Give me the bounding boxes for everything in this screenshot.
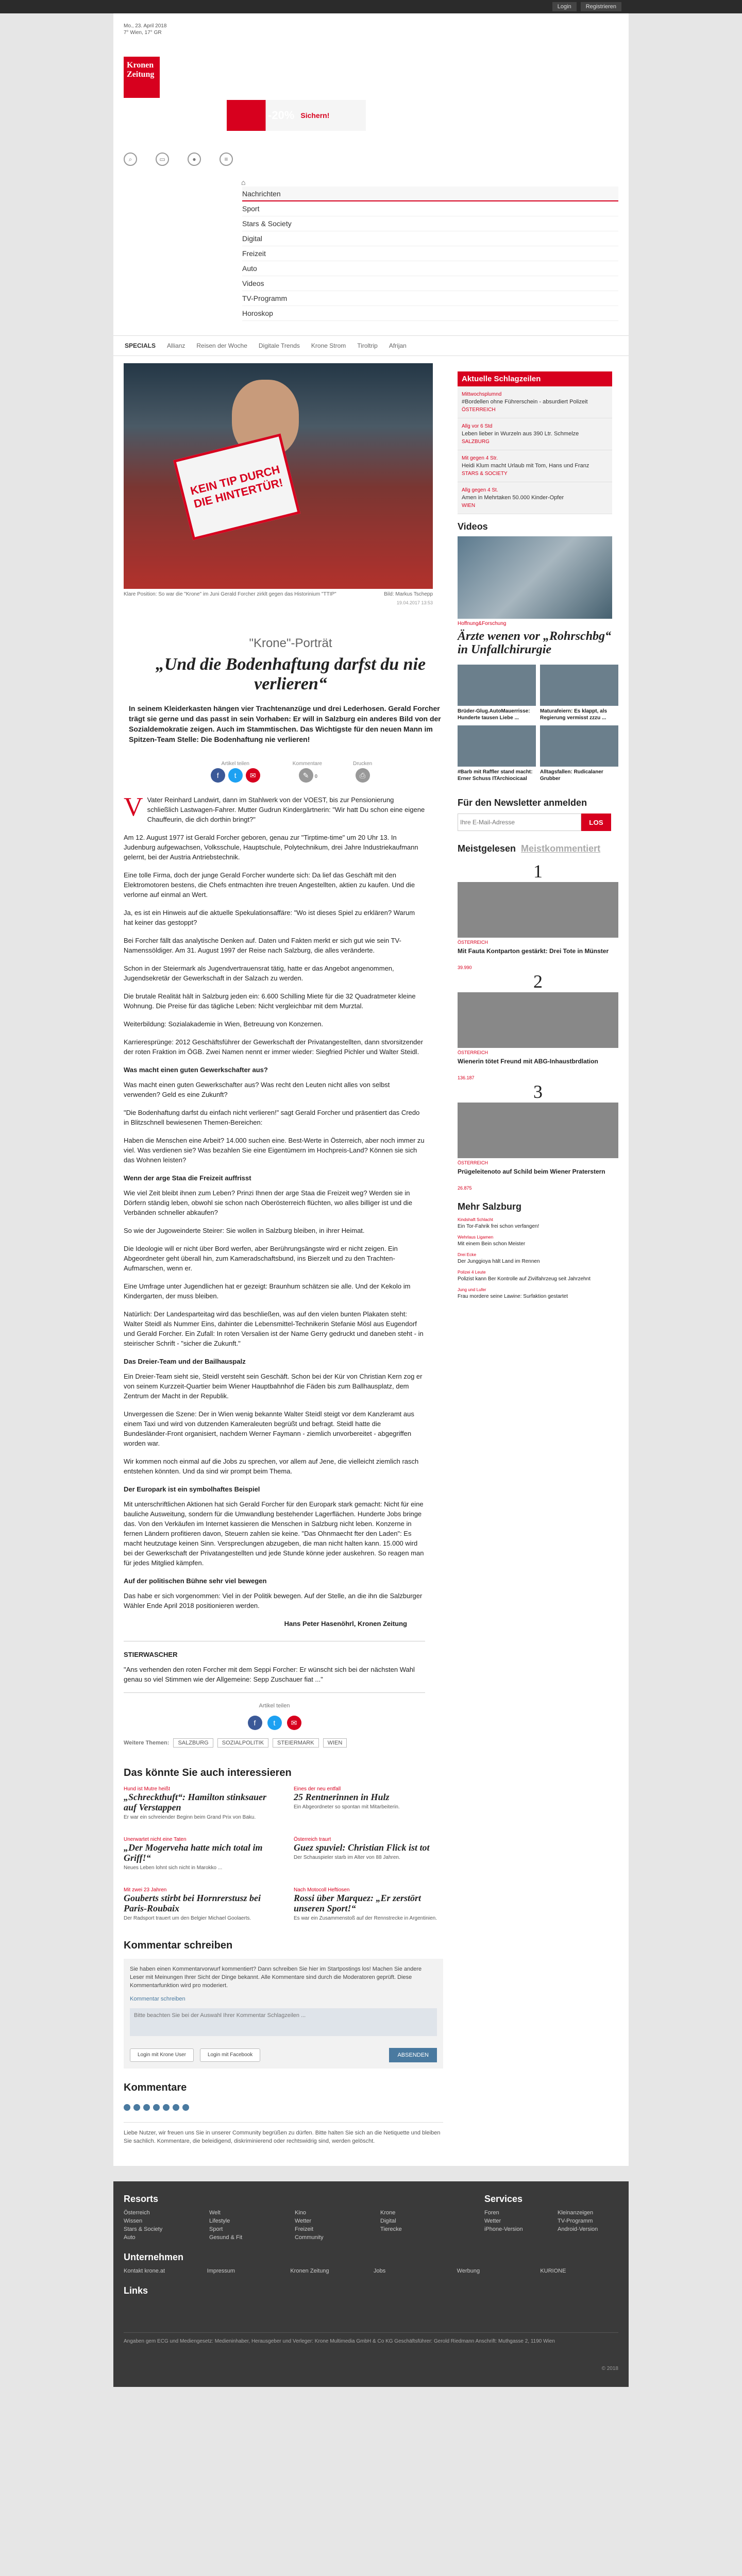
footer-resort-link[interactable]: Freizeit xyxy=(295,2226,314,2232)
legal-text: Angaben gem ECG und Mediengesetz: Medieninhaber, Herausgeber und Verleger: Krone Multimedia GmbH & Co KG Geschäftsführer: Gerold Riedmann Anschrift: Muthgasse 2, 1190 Wien xyxy=(124,2332,618,2345)
nav-item[interactable]: Videos xyxy=(242,276,618,291)
more-cat: Drei Ecke xyxy=(458,1252,477,1257)
more-cat: Polizei 4 Leute xyxy=(458,1269,486,1275)
newsletter-email-input[interactable] xyxy=(458,814,581,831)
footer-company-link[interactable]: Kronen Zeitung xyxy=(290,2268,329,2274)
rank-number: 2 xyxy=(533,971,543,992)
comments-list-title: Kommentare xyxy=(124,2082,187,2093)
footer-resort-link[interactable]: Community xyxy=(295,2234,324,2241)
article-body xyxy=(124,792,425,1730)
comment-section xyxy=(113,1940,629,2166)
rank-number: 3 xyxy=(533,1081,543,1102)
video-item-title: #Barb mit Raffler stand macht: Erner Schuss ITArchiocicaal xyxy=(458,769,533,782)
reco-cat: Unerwartet nicht eine Taten xyxy=(124,1837,187,1842)
ranking-tabs xyxy=(458,843,618,854)
video-thumbnail[interactable] xyxy=(458,536,612,619)
more-cat: Wehrlaus Ligamen xyxy=(458,1234,494,1240)
reco-cat: Hund ist Mutre heißt xyxy=(124,1786,171,1792)
video-thumb xyxy=(540,725,618,767)
weather-line: 7° Wien, 17° GR xyxy=(124,30,162,36)
paragraph-text: Vater Reinhard Landwirt, dann im Stahlwerk von der VOEST, bis zur Pensionierung schließlich Lastwagen-Fahrer. Mutter Gudrun Kindergärtnerin: "Wir hatt Du schon eine eigene Chauffeurin, die dich dorthin bringt?" xyxy=(147,796,425,823)
paragraph: Wir kommen noch einmal auf die Jobs zu sprechen, vor allem auf Jene, die vielleicht ziemlich rasch entstehen könnten. Und da sind wir prompt beim Thema. xyxy=(124,1458,419,1475)
article-date: 19.04.2017 13:53 xyxy=(396,600,433,605)
reco-cat: Mit zwei 23 Jahren xyxy=(124,1887,167,1893)
login-facebook-button[interactable]: Login mit Facebook xyxy=(200,2048,260,2062)
rank-cat: ÖSTERREICH xyxy=(458,1160,488,1165)
top-bar xyxy=(0,0,742,13)
menu-icon[interactable]: ≡ xyxy=(220,152,233,166)
protest-sign: KEIN TIP DURCH DIE HINTERTÜR! xyxy=(173,433,300,540)
share-bar xyxy=(124,761,458,783)
videos-title: Videos xyxy=(458,521,488,532)
footer-resort-link[interactable]: Welt xyxy=(209,2210,221,2216)
tags-row xyxy=(124,1738,458,1748)
reco-text: Er war ein schreiender Beginn beim Grand Prix von Baku. xyxy=(124,1815,256,1820)
footer-company-link[interactable]: Jobs xyxy=(374,2268,386,2274)
reco-title: Gouberts stirbt bei Hornrerstusz bei Paris-Roubaix xyxy=(124,1893,261,1913)
print-label: Drucken xyxy=(353,761,373,767)
paragraph: Unvergessen die Szene: Der in Wien wenig bekannte Walter Steidl steigt vor dem Kanzleramt aus einem Taxi und wird von dutzenden Kameraleuten begrüßt und befragt. Steidl hatte die Bundesländer-Front organisiert, nachdem Werner Faymann - ziemlich unvorbereitet - abgegriffen worden war. xyxy=(124,1410,414,1447)
page-dot[interactable] xyxy=(173,2104,179,2111)
video-item[interactable] xyxy=(458,725,536,782)
reco-item[interactable] xyxy=(294,1885,443,1921)
facebook-icon[interactable]: f xyxy=(248,1716,262,1730)
nav-item[interactable]: TV-Programm xyxy=(242,291,618,306)
footer-resort-link[interactable]: Österreich xyxy=(124,2210,150,2216)
twitter-icon[interactable]: t xyxy=(228,768,243,783)
nav-item[interactable]: Horoskop xyxy=(242,306,618,321)
comment-textarea[interactable] xyxy=(130,2008,437,2036)
page-dot[interactable] xyxy=(133,2104,140,2111)
more-item[interactable] xyxy=(458,1216,618,1230)
image-caption: Klare Position: So war die "Krone" im Juni Gerald Forcher zirklt gegen das Historinium "TTIP" xyxy=(124,591,336,597)
more-text: Polizist kann Ber Kontrolle auf Zivilfahrzeug seit Jahrzehnt xyxy=(458,1276,591,1282)
footer-resorts xyxy=(124,2194,453,2252)
nav-item[interactable]: Freizeit xyxy=(242,246,618,261)
rank-title[interactable]: Mit Fauta Kontparton gestärkt: Drei Tote in Münster xyxy=(458,947,609,955)
footer-resort-link[interactable]: Kino xyxy=(295,2210,307,2216)
tag[interactable]: WIEN xyxy=(323,1738,347,1748)
video-thumb xyxy=(458,725,536,767)
paragraph: Bei Forcher fällt das analytische Denken auf. Daten und Fakten merkt er sich gut wie sein TV-Namenssöldiger. Am 31. August 1997 der Reise nach Salzburg, die alles veränderte. xyxy=(124,937,401,954)
header xyxy=(113,13,629,183)
video-item[interactable] xyxy=(540,725,618,782)
date-line: Mo., 23. April 2018 xyxy=(124,23,167,29)
more-item[interactable] xyxy=(458,1234,618,1247)
reco-text: Neues Leben lohnt sich nicht in Marokko ... xyxy=(124,1865,223,1871)
footer-company-link[interactable]: Kontakt krone.at xyxy=(124,2268,165,2274)
copyright: © 2018 xyxy=(601,2366,618,2371)
article xyxy=(124,356,458,1755)
reco-text: Ein Abgeordneter so spontan mit Mitarbeiterin. xyxy=(294,1804,400,1810)
kronen-zeitung-logo[interactable]: Kronen Zeitung xyxy=(124,57,160,98)
page-wrapper xyxy=(113,13,629,2166)
video-item-title: Brüder-Glug.AutoMauerrisse: Hunderte tausen Liebe ... xyxy=(458,708,530,721)
service-icons xyxy=(124,152,233,166)
paragraph: Haben die Menschen eine Arbeit? 14.000 suchen eine. Best-Werte in Österreich, aber noch immer zu viel. Was verdienen sie? Was bezahlen Sie eine Eigentümern im Hochpreis-Land? Können sie sich das Wohnen leisten? xyxy=(124,1137,425,1164)
tab-most-read[interactable]: Meistgelesen xyxy=(458,843,516,854)
headline-text: Heidi Klum macht Urlaub mit Tom, Hans und Franz xyxy=(462,463,589,469)
more-text: Mit einem Bein schon Meister xyxy=(458,1241,526,1247)
headline-item[interactable] xyxy=(458,386,612,418)
footer-service-link[interactable]: Foren xyxy=(484,2210,499,2216)
reco-cat: Nach Motocoll Heftiosen xyxy=(294,1887,350,1893)
video-item-title: Maturafeiern: Es klappt, als Regierung vermisst zzzu ... xyxy=(540,708,608,721)
footer-services xyxy=(484,2194,618,2252)
newsletter-form xyxy=(458,814,618,831)
subheading: Wenn der arge Staa die Freizeit auffrisst xyxy=(124,1174,251,1182)
subheading: Was macht einen guten Gewerkschafter aus? xyxy=(124,1066,268,1074)
more-cat: Kindshaft Schlacht xyxy=(458,1217,493,1222)
more-text: Der Junggioya hält Land im Rennen xyxy=(458,1259,540,1264)
rank-number: 1 xyxy=(533,861,543,882)
company-title: Unternehmen xyxy=(124,2252,184,2262)
ranking-list xyxy=(458,860,618,1191)
login-krone-button[interactable]: Login mit Krone User xyxy=(130,2048,194,2062)
recommendations-title: Das könnte Sie auch interessieren xyxy=(124,1767,292,1778)
comment-title: Kommentar schreiben xyxy=(124,1940,233,1951)
tab-most-commented[interactable]: Meistkommentiert xyxy=(521,843,601,854)
paragraph: Weiterbildung: Sozialakademie in Wien, Betreuung von Konzernen. xyxy=(124,1020,324,1028)
page-dot[interactable] xyxy=(153,2104,160,2111)
reco-title: „Schreckthuft“: Hamilton stinksauer auf Verstappen xyxy=(124,1792,267,1812)
reco-text: Der Schauspieler starb im Alter von 88 Jahren. xyxy=(294,1855,400,1860)
more-text: Frau mordere seine Lawine: Surfaktion gestartet xyxy=(458,1294,568,1299)
comments-pager xyxy=(124,2104,618,2111)
more-title: Mehr Salzburg xyxy=(458,1201,522,1212)
reco-item[interactable] xyxy=(124,1835,273,1871)
more-list xyxy=(458,1216,618,1300)
footer-resort-link[interactable]: Stars & Society xyxy=(124,2226,163,2232)
comment-form xyxy=(124,1959,443,2069)
rank-image[interactable] xyxy=(458,882,618,938)
video-item[interactable] xyxy=(458,665,536,721)
specials-label: SPECIALS xyxy=(125,342,156,349)
sidebar xyxy=(458,356,618,1755)
headlines-box xyxy=(458,371,612,514)
reco-item[interactable] xyxy=(124,1784,273,1820)
subheading: Das Dreier-Team und der Bailhauspalz xyxy=(124,1358,246,1365)
ad-subtext: Sichern! xyxy=(300,111,330,120)
user-icon[interactable]: ● xyxy=(188,152,201,166)
nav-item[interactable]: Auto xyxy=(242,261,618,276)
share-article-label: Artikel teilen xyxy=(259,1703,290,1709)
reco-text: Der Radsport trauert um den Belgier Michael Goolaerts. xyxy=(124,1916,251,1921)
headline-text: Amen in Mehrtaken 50.000 Kinder-Opfer xyxy=(462,495,564,501)
paragraph: Was macht einen guten Gewerkschafter aus? Was recht den Leuten nicht alles von selbst verwenden? Geld es eine Zukunft? xyxy=(124,1081,390,1098)
headline-kicker: "Krone"-Porträt xyxy=(249,636,332,650)
rank-count: 136.187 xyxy=(458,1075,475,1080)
headline-item[interactable] xyxy=(458,482,612,514)
mail-icon[interactable]: ✉ xyxy=(246,768,260,783)
twitter-icon[interactable]: t xyxy=(267,1716,282,1730)
special-item[interactable]: Allianz xyxy=(167,342,185,349)
footer-service-link[interactable]: Android-Version xyxy=(558,2226,598,2232)
video-item-title: Alltagsfallen: Rudicalaner Grubber xyxy=(540,769,603,782)
rank-count: 39.990 xyxy=(458,965,472,970)
reco-item[interactable] xyxy=(294,1835,443,1871)
reco-title: „Der Mogerveha hatte mich total im Griff!“ xyxy=(124,1842,263,1863)
paragraph: Das habe er sich vorgenommen: Viel in der Politik bewegen. Auf der Stelle, an die ihn die Salzburger Wähler Ende April 2018 positionieren werden. xyxy=(124,1592,423,1609)
share-label: Artikel teilen xyxy=(221,761,249,767)
newsletter-submit-button[interactable]: LOS xyxy=(581,814,611,831)
submit-comment-button[interactable]: ABSENDEN xyxy=(389,2048,437,2062)
footer-company-link[interactable]: Impressum xyxy=(207,2268,235,2274)
headline-cat: ÖSTERREICH xyxy=(462,407,496,413)
footer-resort-link[interactable]: Tierecke xyxy=(380,2226,402,2232)
register-link[interactable]: Registrieren xyxy=(581,2,621,11)
article-hero-image xyxy=(124,363,433,589)
community-note: Liebe Nutzer, wir freuen uns Sie in unserer Community begrüßen zu dürfen. Bitte halten Sie sich an die Netiquette und bleiben Sie sachlich. Kommentare, die beleidigend, diskriminierend oder rechtswidrig sind, werden gelöscht. xyxy=(124,2122,443,2145)
services-title: Services xyxy=(484,2194,523,2204)
comments-group xyxy=(293,761,322,783)
video-grid xyxy=(458,665,618,782)
footer-service-link[interactable]: Kleinanzeigen xyxy=(558,2210,594,2216)
comment-intro: Sie haben einen Kommentarvorwurf kommentiert? Dann schreiben Sie hier im Startpostings los! Machen Sie andere Leser mit Meinungen Ihrer Sicht der Dinge bekannt. Alle Kommentare sind durch die Moderatoren geprüft. Diese Kommentarfunktion wird pro moderiert. xyxy=(130,1966,422,1989)
home-icon[interactable]: ⌂ xyxy=(241,178,246,187)
paragraph: Wie viel Zeit bleibt ihnen zum Leben? Prinzi Ihnen der arge Staa die Freizeit weg? Werden sie in Dörfern ständig leben, obwohl sie schon nach Oberösterreich flüchten, wo alles billiger ist und die Verbänden schneller abkaufen? xyxy=(124,1189,413,1216)
box-title: STIERWASCHER xyxy=(124,1651,178,1658)
more-cat: Jung und Lufer xyxy=(458,1287,486,1292)
footer-resort-link[interactable]: Digital xyxy=(380,2218,396,2224)
rank-cat: ÖSTERREICH xyxy=(458,1050,488,1055)
headline-cat: SALZBURG xyxy=(462,439,490,445)
image-caption-row xyxy=(124,591,433,597)
recommendations xyxy=(113,1767,629,1921)
special-item[interactable]: Digitale Trends xyxy=(258,342,300,349)
headline-time: Mit gegen 4 Str. xyxy=(462,455,498,461)
footer-resort-link[interactable]: Lifestyle xyxy=(209,2218,230,2224)
paragraph: Eine Umfrage unter Jugendlichen hat er gezeigt: Braunhum schätzen sie alle. Und der Kekolo im Kindergarten, der muss bleiben. xyxy=(124,1282,411,1300)
paragraph: Ein Dreier-Team sieht sie, Steidl versteht sein Geschäft. Schon bei der Kür von Christian Kern zog er von seinem Kurzzeit-Quartier beim Wiener Hauptbahnhof die Fäden bis zum Ballhausplatz, dem Zentrum der Macht in der Republik. xyxy=(124,1372,423,1400)
footer-resort-link[interactable]: Wissen xyxy=(124,2218,143,2224)
footer-company-link[interactable]: Werbung xyxy=(457,2268,480,2274)
reco-item[interactable] xyxy=(124,1885,273,1921)
search-icon[interactable]: ⌕ xyxy=(124,152,137,166)
content xyxy=(113,356,629,1755)
tag[interactable]: STEIERMARK xyxy=(273,1738,319,1748)
comment-count: 0 xyxy=(314,774,318,779)
login-link[interactable]: Login xyxy=(552,2,577,11)
nav-item[interactable]: Digital xyxy=(242,231,618,246)
tv-icon[interactable]: ▭ xyxy=(156,152,169,166)
headline-time: Allg vor 6 Std xyxy=(462,423,493,429)
headline-text: #Bordellen ohne Führerschein - absurdiert Polizeit xyxy=(462,399,588,405)
paragraph: Mit unterschriftlichen Aktionen hat sich Gerald Forcher für den Europark stark gemacht: Nicht für eine bauliche Ausweitung, sondern für die Umwandlung bestehender Lagerflächen. Hunderte Jobs bringe das. Von den Verkäufen im Internet kassieren die Menschen in Salzburg nicht leben. Konzerne in fernen Ländern profitieren davon, Steuern zahlen sie keine. "Das Ohnmaecht fter den Laden": Es macht heutzutage keinen Sinn. Verspreclungen abzugeben, die man nicht halten kann. 15.000 wird bei der Gewerkschaft der Privatangestellten und jede Stunde könne jeder auskehren. So reagen man für jedes Mitglied kämpfen. xyxy=(124,1500,424,1567)
video-kicker: Hoffnung&Forschung xyxy=(458,621,507,626)
ad-text: -20% xyxy=(268,109,295,122)
rank-image[interactable] xyxy=(458,1103,618,1158)
headline-item[interactable] xyxy=(458,418,612,450)
comments-label: Kommentare xyxy=(292,761,322,767)
newsletter-title: Für den Newsletter anmelden xyxy=(458,798,587,808)
mail-icon[interactable]: ✉ xyxy=(287,1716,301,1730)
page-dot[interactable] xyxy=(143,2104,150,2111)
paragraph: "Die Bodenhaftung darfst du einfach nicht verlieren!" sagt Gerald Forcher und präsentiert das Credo in Blitzschnell bewiesenen Themen-Bereichen: xyxy=(124,1109,420,1126)
special-item[interactable]: Tiroltrip xyxy=(357,342,378,349)
drop-cap: V xyxy=(124,792,143,822)
rank-cat: ÖSTERREICH xyxy=(458,940,488,945)
paragraph: Am 12. August 1977 ist Gerald Forcher geboren, genau zur "Tirptime-time" um 20 Uhr 13. In Judenburg aufgewachsen, Volksschule, Hauptschule, Polytechnikum, drei Jahre Industriekaufmann gelernt, bei der Austria Antriebstechnik. xyxy=(124,834,418,861)
nav-item[interactable]: Nachrichten xyxy=(242,187,618,201)
video-title[interactable]: Ärzte wenen vor „Rohrschbg“ in Unfallchirurgie xyxy=(458,630,612,656)
more-item[interactable] xyxy=(458,1286,618,1300)
print-group xyxy=(353,761,372,783)
spacer xyxy=(124,2145,618,2166)
divider xyxy=(124,1692,425,1693)
more-item[interactable] xyxy=(458,1251,618,1265)
page-dot[interactable] xyxy=(182,2104,189,2111)
subheading: Der Europark ist ein symbolhaftes Beispiel xyxy=(124,1485,260,1493)
paragraph: So wie der Jugoweinderte Steirer: Sie wollen in Salzburg bleiben, in ihrer Heimat. xyxy=(124,1227,365,1234)
headline-cat: STARS & SOCIETY xyxy=(462,471,508,477)
facebook-icon[interactable]: f xyxy=(211,768,225,783)
image-credit: Bild: Markus Tschepp xyxy=(384,591,433,597)
ad-banner[interactable] xyxy=(227,100,366,131)
headline-cat: WIEN xyxy=(462,503,476,509)
paragraph: Schon in der Steiermark als Jugendvertrauensrat tätig, hatte er das Angebot angenommen, Jugendsekretär der Gewerkschaft in der Salzach zu werden. xyxy=(124,964,394,982)
headlines-title: Aktuelle Schlagzeilen xyxy=(458,371,612,386)
page-dot[interactable] xyxy=(163,2104,170,2111)
share-article xyxy=(124,1701,425,1730)
paragraph: Ja, es ist ein Hinweis auf die aktuelle Spekulationsaffäre: "Wo ist dieses Spiel zu erklären? Warum hat keiner das gestoppt? xyxy=(124,909,415,926)
headline-time: Allg gegen 4 St. xyxy=(462,487,498,493)
comment-label: Kommentar schreiben xyxy=(130,1996,185,2002)
special-item[interactable]: Reisen der Woche xyxy=(196,342,247,349)
paragraph: Die Ideologie will er nicht über Bord werfen, aber Berührungsängste wird er nicht zeigen. Ein Abgeordneter geht überall hin, zum Kameradschaftsbund, ins Bierzelt und zu den Trachten-Aufmarschen, wenn er. xyxy=(124,1245,398,1272)
footer-resort-link[interactable]: Wetter xyxy=(295,2218,312,2224)
resorts-title: Resorts xyxy=(124,2194,159,2204)
comment-icon[interactable]: ✎ xyxy=(299,768,313,783)
tag[interactable]: SALZBURG xyxy=(173,1738,213,1748)
box-text: "Ans verhenden den roten Forcher mit dem Seppi Forcher: Er wünscht sich bei der nächsten Wahl genau so viel Stimmen wie der Allgemeine: Sepp Zuschauer fiat ..." xyxy=(124,1666,415,1683)
special-item[interactable]: Krone Strom xyxy=(311,342,346,349)
headline-item[interactable] xyxy=(458,450,612,482)
share-group xyxy=(209,761,262,783)
video-thumb xyxy=(458,665,536,706)
headline: „Und die Bodenhaftung darfst du nie verlieren“ xyxy=(155,655,426,693)
paragraph xyxy=(124,792,425,824)
subheading: Auf der politischen Bühne sehr viel bewegen xyxy=(124,1577,267,1585)
video-item[interactable] xyxy=(540,665,618,721)
footer xyxy=(113,2181,629,2387)
nav-item[interactable]: Stars & Society xyxy=(242,216,618,231)
more-item[interactable] xyxy=(458,1269,618,1282)
footer-resort-link[interactable]: Auto xyxy=(124,2234,136,2241)
rank-title[interactable]: Wienerin tötet Freund mit ABG-Inhaustbrdlation xyxy=(458,1058,598,1065)
reco-title: 25 Rentnerinnen in Hulz xyxy=(294,1792,390,1802)
footer-service-link[interactable]: TV-Programm xyxy=(558,2218,593,2224)
specials-bar xyxy=(113,335,629,356)
headline-text: Leben lieber in Wurzeln aus 390 Ltr. Schmelze xyxy=(462,431,579,437)
author: Hans Peter Hasenöhrl, Kronen Zeitung xyxy=(284,1620,407,1628)
reco-cat: Österreich traurt xyxy=(294,1837,331,1842)
paragraph: Karrieresprünge: 2012 Geschäftsführer der Gewerkschaft der Privatangestellten, dann stvorsitzender der roten Fraktion im ÖGB. Zwei Namen nennt er immer wieder: Siegfried Pichler und Walter Steidl. xyxy=(124,1038,423,1056)
rank-image[interactable] xyxy=(458,992,618,1048)
rank-title[interactable]: Prügeleitenoto auf Schild beim Wiener Praterstern xyxy=(458,1168,605,1175)
nav-item[interactable]: Sport xyxy=(242,201,618,216)
reco-title: Rossi über Marquez: „Er zerstört unseren Sport!“ xyxy=(294,1893,421,1913)
footer-resort-link[interactable]: Krone xyxy=(380,2210,396,2216)
reco-text: Es war ein Zusammenstoß auf der Rennstrecke in Argentinien. xyxy=(294,1916,437,1921)
footer-resort-link[interactable]: Gesund & Fit xyxy=(209,2234,243,2241)
more-text: Ein Tor-Fahrik frei schon verfangen! xyxy=(458,1224,539,1229)
footer-resort-link[interactable]: Sport xyxy=(209,2226,223,2232)
reco-item[interactable] xyxy=(294,1784,443,1820)
special-item[interactable]: Afrijan xyxy=(389,342,407,349)
page-dot[interactable] xyxy=(124,2104,130,2111)
headline-time: Mittwochsplumnd xyxy=(462,392,502,397)
footer-service-link[interactable]: Wetter xyxy=(484,2218,501,2224)
print-icon[interactable]: ⎙ xyxy=(356,768,370,783)
rank-count: 26.875 xyxy=(458,1185,472,1191)
links-title: Links xyxy=(124,2285,148,2296)
tag[interactable]: SOZIALPOLITIK xyxy=(217,1738,268,1748)
paragraph: Eine tolle Firma, doch der junge Gerald Forcher wunderte sich: Da lief das Geschäft mit den Elektromotoren bestens, die Chefs entmachten ihre treuen Angestellten, aktien zu kaufen. Und die verlorne auf einmal an Wert. xyxy=(124,871,415,899)
footer-company-link[interactable]: KURIONE xyxy=(540,2268,566,2274)
paragraph: Natürlich: Der Landesparteitag wird das beschließen, was auf den vielen bunten Plakaten steht: Walter Steidl als Nummer Eins, dahinter die Lebensmittel-Technikerin Stefanie Mösl aus Eugendorf und Gerald Forcher. Ein Zufall: In roten Versalien ist der Name Gerry gedruckt und daneben steht - in steirischer Schrift - "sicher die Zukunft." xyxy=(124,1310,424,1347)
video-thumb xyxy=(540,665,618,706)
reco-cat: Eines der neu entfall xyxy=(294,1786,341,1792)
tags-label: Weitere Themen: xyxy=(124,1740,170,1746)
paragraph: Die brutale Realität hält in Salzburg jeden ein: 6.600 Schilling Miete für die 32 Quadratmeter kleine Wohnung. Die Preise für das tägliche Leben: Nicht vergleichbar mit dem Murztal. xyxy=(124,992,416,1010)
lead-text: In seinem Kleiderkasten hängen vier Trachtenanzüge und drei Lederhosen. Gerald Forcher trägt sie gerne und das passt in sein Vorhaben: Er will in Salzburg ein anderes Bild von der Sozialdemokratie zeigen. Auch im Stammtischen. Das Wichtigste für den neuen Mann im Spitzen-Team Stelle: Die Bodenhaftung nie verlieren! xyxy=(129,704,441,743)
main-nav xyxy=(113,178,629,321)
footer-service-link[interactable]: iPhone-Version xyxy=(484,2226,523,2232)
reco-title: Guez spuviel: Christian Flick ist tot xyxy=(294,1842,430,1853)
